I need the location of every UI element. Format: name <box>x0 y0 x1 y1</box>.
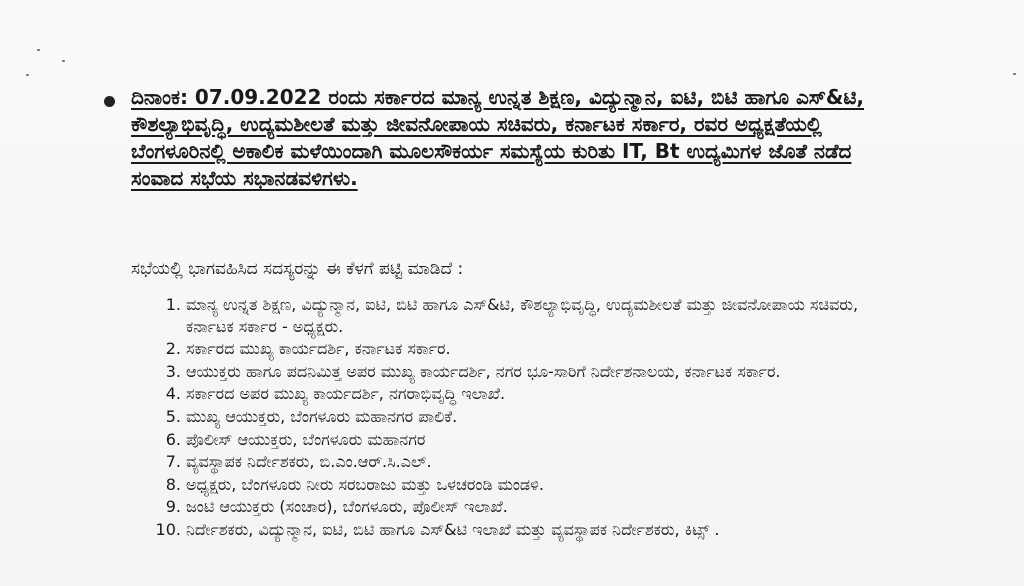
item-number: 6. <box>165 429 181 449</box>
scan-speck <box>1013 73 1016 75</box>
list-item <box>131 429 891 451</box>
members-list <box>131 294 891 542</box>
item-text: ನಿರ್ದೇಶಕರು, ವಿದ್ಯುನ್ಮಾನ, ಐಟಿ, ಬಿಟಿ ಹಾಗೂ ಎಸ್&ಟಿ ಇಲಾಖೆ ಮತ್ತು ವ್ಯವಸ್ಥಾಪಕ ನಿರ್ದೇಶಕರು, ಕಿಟ್ಸ್ . <box>186 519 720 539</box>
scan-speck <box>37 49 40 51</box>
scan-speck <box>26 74 29 76</box>
list-item <box>131 294 891 337</box>
heading-text: ದಿನಾಂಕ: 07.09.2022 ರಂದು ಸರ್ಕಾರದ ಮಾನ್ಯ ಉನ್ನತ ಶಿಕ್ಷಣ, ವಿದ್ಯುನ್ಮಾನ, ಐಟಿ, ಬಿಟಿ ಹಾಗೂ ಎಸ್&ಟಿ, ಕೌಶಲ್ಯಾಭಿವೃದ್ಧಿ, ಉದ್ಯಮಶೀಲತೆ ಮತ್ತು ಜೀವನೋಪಾಯ ಸಚಿವರು, ಕರ್ನಾಟಕ ಸರ್ಕಾರ, ರವರ ಅಧ್ಯಕ್ಷತೆಯಲ್ಲಿ ಬೆಂಗಳೂರಿನಲ್ಲಿ ಅಕಾಲಿಕ ಮಳೆಯಿಂದಾಗಿ ಮೂಲಸೌಕರ್ಯ ಸಮಸ್ಯೆಯ ಕುರಿತು IT, Bt ಉದ್ಯಮಿಗಳ ಜೊತೆ ನಡೆದ ಸಂವಾದ ಸಭೆಯ ಸಭಾನಡವಳಿಗಳು. <box>131 85 865 190</box>
scan-speck <box>62 60 65 62</box>
list-item <box>131 474 891 496</box>
item-number: 7. <box>165 452 181 472</box>
item-text: ಪೊಲೀಸ್ ಆಯುಕ್ತರು, ಬೆಂಗಳೂರು ಮಹಾನಗರ <box>186 429 426 449</box>
item-text: ಸರ್ಕಾರದ ಅಪರ ಮುಖ್ಯ ಕಾರ್ಯದರ್ಶಿ, ನಗರಾಭಿವೃದ್ಧಿ ಇಲಾಖೆ. <box>186 384 506 404</box>
members-intro: ಸಭೆಯಲ್ಲಿ ಭಾಗವಹಿಸಿದ ಸದಸ್ಯರನ್ನು ಈ ಕೆಳಗೆ ಪಟ್ಟಿ ಮಾಡಿದೆ : <box>131 259 464 279</box>
item-text: ಮಾನ್ಯ ಉನ್ನತ ಶಿಕ್ಷಣ, ವಿದ್ಯುನ್ಮಾನ, ಐಟಿ, ಬಿಟಿ ಹಾಗೂ ಎಸ್&ಟಿ, ಕೌಶಲ್ಯಾಭಿವೃದ್ಧಿ, ಉದ್ಯಮಶೀಲತೆ ಮತ್ತು ಜೀವನೋಪಾಯ ಸಚಿವರು, ಕರ್ನಾಟಕ ಸರ್ಕಾರ - ಅಧ್ಯಕ್ಷರು. <box>186 295 859 336</box>
list-item <box>131 496 891 518</box>
item-number: 3. <box>165 361 181 381</box>
item-number: 5. <box>165 406 181 426</box>
item-text: ವ್ಯವಸ್ಥಾಪಕ ನಿರ್ದೇಶಕರು, ಬಿ.ಎಂ.ಆರ್.ಸಿ.ಎಲ್. <box>186 452 432 472</box>
item-text: ಜಂಟಿ ಆಯುಕ್ತರು (ಸಂಚಾರ), ಬೆಂಗಳೂರು, ಪೊಲೀಸ್ ಇಲಾಖೆ. <box>186 497 508 517</box>
list-item <box>131 338 891 360</box>
list-item <box>131 519 891 541</box>
item-text: ಆಯುಕ್ತರು ಹಾಗೂ ಪದನಿಮಿತ್ತ ಅಪರ ಮುಖ್ಯ ಕಾರ್ಯದರ್ಶಿ, ನಗರ ಭೂ-ಸಾರಿಗೆ ನಿರ್ದೇಶನಾಲಯ, ಕರ್ನಾಟಕ ಸರ್ಕಾರ. <box>186 361 781 381</box>
item-number: 10. <box>155 519 181 539</box>
item-number: 2. <box>165 339 181 359</box>
list-item <box>131 406 891 428</box>
list-item <box>131 361 891 383</box>
document-heading <box>131 84 891 192</box>
item-text: ಸರ್ಕಾರದ ಮುಖ್ಯ ಕಾರ್ಯದರ್ಶಿ, ಕರ್ನಾಟಕ ಸರ್ಕಾರ. <box>186 339 451 359</box>
item-number: 4. <box>165 384 181 404</box>
list-item <box>131 383 891 405</box>
item-number: 8. <box>165 474 181 494</box>
list-item <box>131 451 891 473</box>
item-text: ಮುಖ್ಯ ಆಯುಕ್ತರು, ಬೆಂಗಳೂರು ಮಹಾನಗರ ಪಾಲಿಕೆ. <box>186 406 458 426</box>
item-number: 1. <box>165 295 181 314</box>
item-number: 9. <box>165 497 181 517</box>
heading-bullet <box>104 96 115 107</box>
item-text: ಅಧ್ಯಕ್ಷರು, ಬೆಂಗಳೂರು ನೀರು ಸರಬರಾಜು ಮತ್ತು ಒಳಚರಂಡಿ ಮಂಡಳಿ. <box>186 474 544 494</box>
